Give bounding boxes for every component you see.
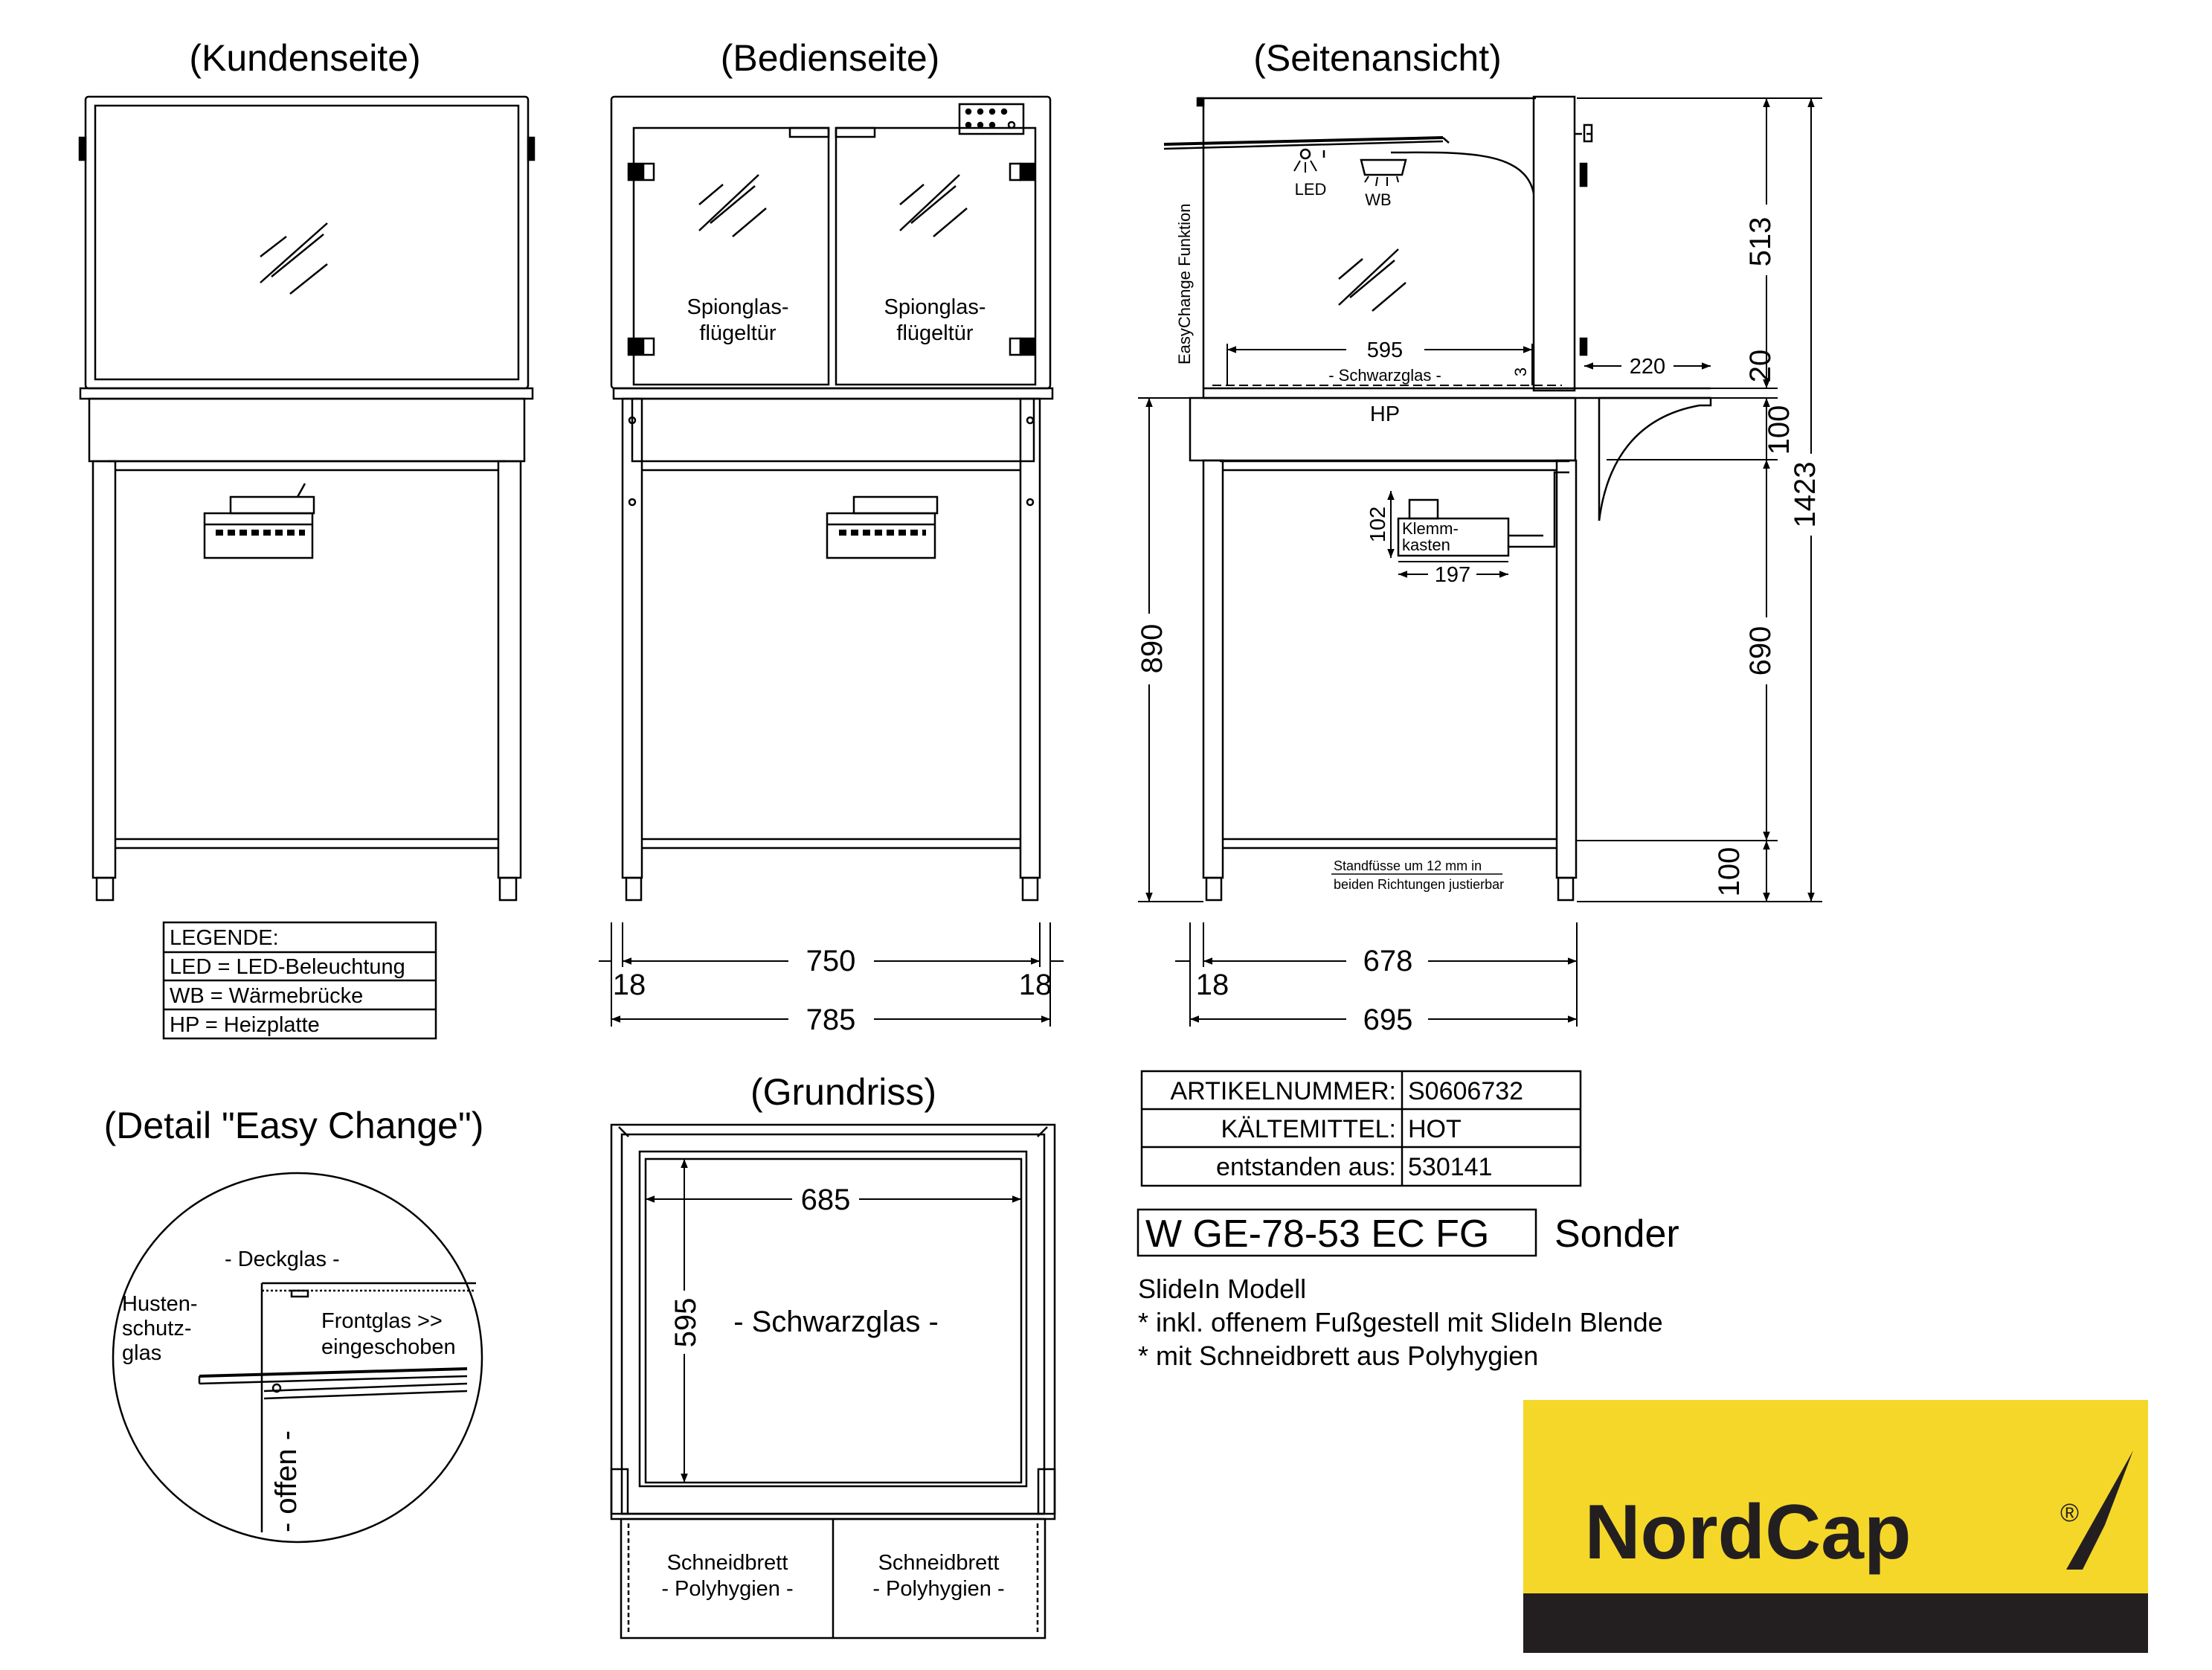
legend-item-wb: WB = Wärmebrücke [170, 984, 364, 1008]
spionglas-right-line1: Spionglas- [884, 295, 986, 319]
dim-side-left-offset: 18 [1195, 969, 1229, 1001]
view-kundenseite [80, 97, 534, 900]
title-seitenansicht: (Seitenansicht) [1253, 37, 1502, 79]
dim-klemm-height: 102 [1366, 506, 1390, 543]
model-desc-line2: * inkl. offenem Fußgestell mit SlideIn Blende [1138, 1307, 1663, 1337]
label-deckglas: - Deckglas - [225, 1247, 340, 1271]
dim-plan-depth: 595 [669, 1297, 702, 1348]
dim-side-height-hp: 100 [1763, 405, 1795, 455]
legend-item-led: LED = LED-Beleuchtung [170, 955, 405, 979]
label-husten-line3: glas [122, 1341, 162, 1365]
logo-dark-band [1523, 1593, 2148, 1653]
spionglas-right-line2: flügeltür [896, 321, 974, 345]
model-desc-line1: SlideIn Modell [1138, 1274, 1307, 1304]
title-grundriss: (Grundriss) [750, 1071, 937, 1113]
label-offen: - offen - [270, 1430, 303, 1532]
schneidbrett-right-line1: Schneidbrett [878, 1551, 1000, 1575]
info-label-entstanden: entstanden aus: [1216, 1153, 1396, 1181]
info-table [1142, 1071, 1581, 1186]
label-frontglas-line2: eingeschoben [321, 1335, 456, 1359]
schneidbrett-left-line1: Schneidbrett [666, 1551, 788, 1575]
label-led: LED [1294, 180, 1327, 199]
dim-side-small: 3 [1511, 367, 1530, 377]
dim-front-total-width: 785 [806, 1003, 856, 1036]
legend-item-hp: HP = Heizplatte [170, 1013, 320, 1037]
glass-hatch-icon [699, 175, 967, 237]
klemmkasten-line2: kasten [1402, 536, 1450, 554]
view-detail-easychange [113, 1173, 482, 1542]
label-schwarzglas-side: - Schwarzglas - [1328, 366, 1441, 385]
title-kundenseite: (Kundenseite) [189, 37, 421, 79]
label-wb: WB [1365, 190, 1392, 209]
label-husten-line2: schutz- [122, 1317, 192, 1340]
dim-side-glass-depth: 595 [1366, 338, 1404, 362]
dim-plan-width: 685 [800, 1184, 851, 1216]
klemmkasten-box-icon [827, 497, 937, 558]
label-schwarzglas-plan: - Schwarzglas - [733, 1306, 939, 1338]
control-panel-icon [959, 104, 1023, 134]
dim-front-right-offset: 18 [1018, 969, 1052, 1001]
glass-hatch-icon [1339, 249, 1406, 311]
dim-side-total-height: 1423 [1789, 461, 1822, 528]
view-seitenansicht [1136, 97, 1822, 1036]
dim-side-shelf: 220 [1629, 355, 1666, 379]
label-frontglas-line1: Frontglas >> [321, 1309, 443, 1333]
standfuesse-line1: Standfüsse um 12 mm in [1334, 858, 1482, 873]
standfuesse-line2: beiden Richtungen justierbar [1334, 877, 1505, 892]
title-bedienseite: (Bedienseite) [720, 37, 940, 79]
model-tag: Sonder [1554, 1213, 1679, 1256]
info-label-kaeltemittel: KÄLTEMITTEL: [1221, 1115, 1396, 1143]
dim-side-shelf-thickness: 20 [1744, 349, 1777, 383]
info-value-kaeltemittel: HOT [1408, 1115, 1462, 1143]
schneidbrett-right-line2: - Polyhygien - [872, 1577, 1005, 1601]
dim-side-inner-depth: 678 [1363, 945, 1413, 977]
info-value-entstanden: 530141 [1408, 1153, 1493, 1181]
title-detail: (Detail "Easy Change") [103, 1105, 484, 1146]
spionglas-left-line2: flügeltür [699, 321, 777, 345]
dim-front-left-offset: 18 [612, 969, 646, 1001]
label-easychange-funktion: EasyChange Funktion [1175, 203, 1194, 364]
dim-side-table-height: 890 [1136, 623, 1168, 674]
klemmkasten-line1: Klemm- [1402, 519, 1459, 538]
logo-registered-mark: ® [2060, 1499, 2080, 1527]
info-value-artikelnummer: S0606732 [1408, 1077, 1524, 1105]
dim-side-foot-height: 100 [1713, 847, 1746, 897]
nordcap-logo [1523, 1400, 2148, 1653]
view-grundriss [611, 1125, 1055, 1638]
dim-side-height-top: 513 [1744, 216, 1777, 267]
dim-side-leg-height: 690 [1744, 626, 1777, 676]
dim-klemm-width: 197 [1434, 563, 1471, 587]
dim-side-total-depth: 695 [1363, 1003, 1413, 1036]
logo-brand-text: NordCap [1584, 1489, 1912, 1576]
info-label-artikelnummer: ARTIKELNUMMER: [1170, 1077, 1396, 1105]
label-husten-line1: Husten- [122, 1292, 198, 1316]
glass-hatch-icon [260, 223, 327, 294]
view-bedienseite [599, 97, 1064, 1036]
spionglas-left-line1: Spionglas- [687, 295, 789, 319]
legend-table [164, 922, 436, 1038]
legend-header: LEGENDE: [170, 926, 279, 950]
schneidbrett-left-line2: - Polyhygien - [661, 1577, 794, 1601]
model-desc-line3: * mit Schneidbrett aus Polyhygien [1138, 1340, 1539, 1371]
klemmkasten-box-icon [205, 484, 314, 558]
model-description [1138, 1210, 1679, 1371]
model-code: W GE-78-53 EC FG [1145, 1213, 1490, 1256]
label-hp: HP [1369, 402, 1401, 426]
dim-front-inner-width: 750 [806, 945, 856, 977]
